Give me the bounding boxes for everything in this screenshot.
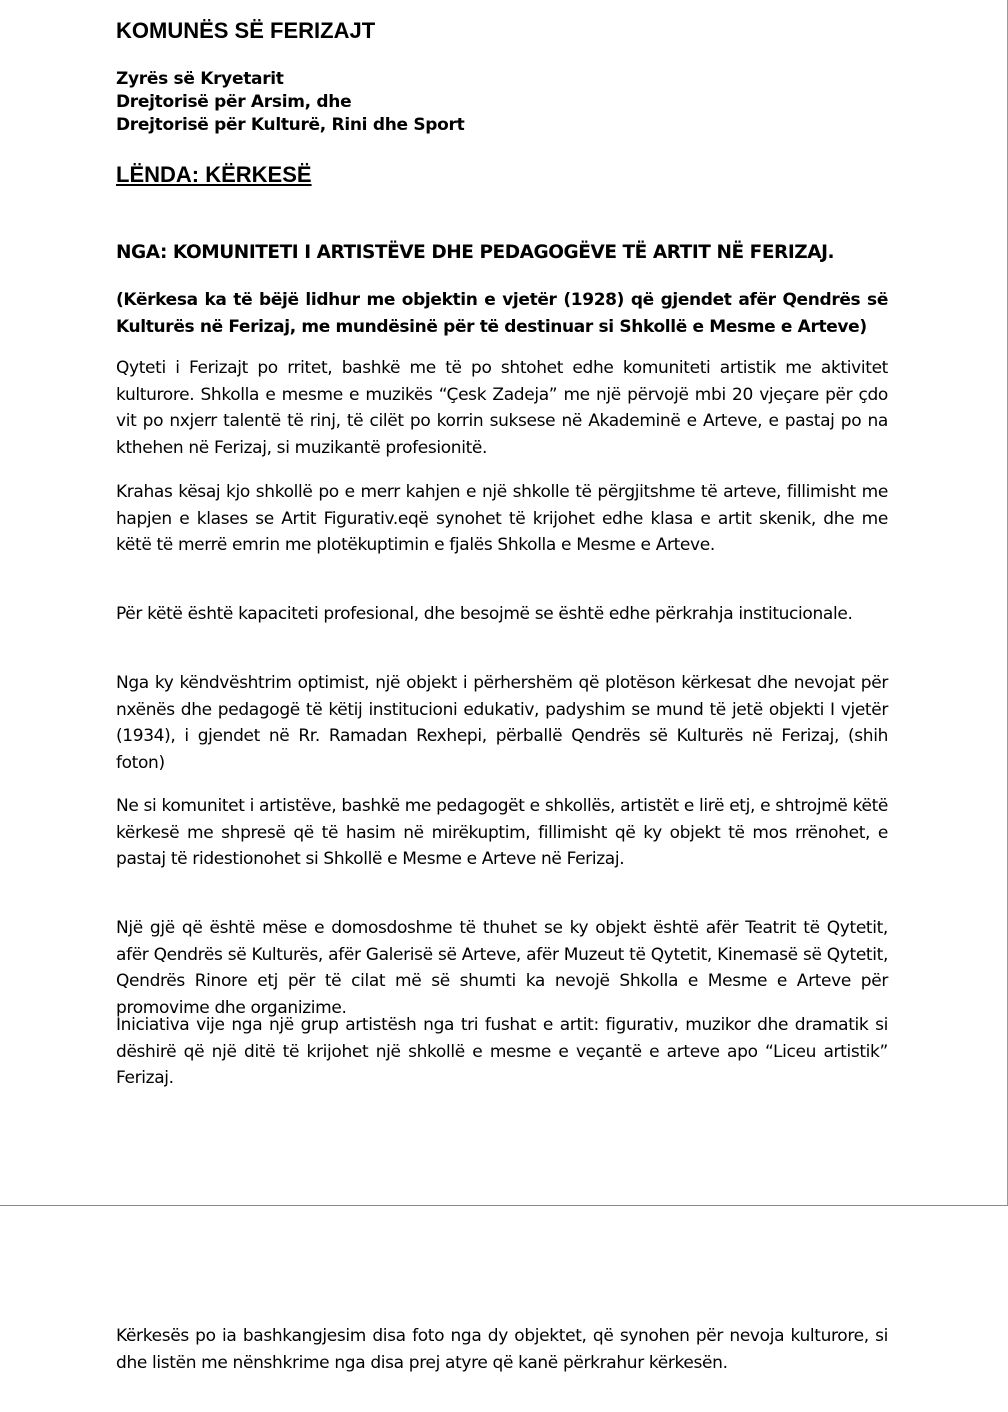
subject-heading: LËNDA: KËRKESË — [116, 162, 312, 187]
body-paragraph: Nga ky këndvështrim optimist, një objekt i përhershëm që plotëson kërkesat dhe nevojat për nxënës dhe pedagogë të këtij institucioni edukativ, padyshim se mund të jetë objekti I vjetër (1934), i gjendet në Rr. Ramadan Rexhepi, përballë Qendrës së Kulturës në Ferizaj, (shih foton) — [116, 673, 888, 773]
body-paragraph: Ne si komunitet i artistëve, bashkë me pedagogët e shkollës, artistët e lirë etj, e shtrojmë këtë kërkesë me shpresë që të hasim në mirëkuptim, fillimisht që ky objekt të mos rrënohet, e pastaj të ridestionohet si Shkollë e Mesme e Arteve në Ferizaj. — [116, 796, 888, 869]
recipients-block — [116, 68, 888, 137]
page-break — [0, 1205, 1008, 1206]
recipient-line: Zyrës së Kryetarit — [116, 69, 284, 89]
sender-heading: NGA: KOMUNITETI I ARTISTËVE DHE PEDAGOGËVE TË ARTIT NË FERIZAJ. — [116, 242, 835, 263]
body-paragraph: Për këtë është kapaciteti profesional, dhe besojmë se është edhe përkrahja institucionale. — [116, 604, 853, 624]
recipient-line: Drejtorisë për Arsim, dhe — [116, 92, 352, 112]
body-paragraph: Krahas kësaj kjo shkollë po e merr kahjen e një shkolle të përgjitshme të arteve, fillimisht me hapjen e klases se Artit Figurativ.eqë synohet të krijohet edhe klasa e artit skenik, dhe me këtë të merrë emrin me plotëkuptimin e fjalës Shkolla e Mesme e Arteve. — [116, 482, 888, 555]
body-paragraph: Një gjë që është mëse e domosdoshme të thuhet se ky objekt është afër Teatrit të Qytetit, afër Qendrës së Kulturës, afër Galerisë së Arteve, afër Muzeut të Qytetit, Kinemasë së Qytetit, Qendrës Rinore etj për të cilat më së shumti ka nevojë Shkolla e Mesme e Arteve për promovime dhe organizime. — [116, 918, 888, 1018]
request-note: (Kërkesa ka të bëjë lidhur me objektin e vjetër (1928) që gjendet afër Qendrës së Kulturës në Ferizaj, me mundësinë për të destinuar si Shkollë e Mesme e Arteve) — [116, 290, 888, 337]
body-paragraph: Iniciativa vije nga një grup artistësh nga tri fushat e artit: figurativ, muzikor dhe dramatik si dëshirë që një ditë të krijohet një shkollë e mesme e veçantë e arteve apo “Liceu artistik” Ferizaj. — [116, 1015, 888, 1088]
recipient-line: Drejtorisë për Kulturë, Rini dhe Sport — [116, 115, 465, 135]
attachment-paragraph: Kërkesës po ia bashkangjesim disa foto nga dy objektet, që synohen për nevoja kulturore, si dhe listën me nënshkrime nga disa prej atyre që kanë përkrahur kërkesën. — [116, 1326, 888, 1373]
body-paragraph: Qyteti i Ferizajt po rritet, bashkë me të po shtohet edhe komuniteti artistik me aktivitet kulturore. Shkolla e mesme e muzikës “Çesk Zadeja” me një përvojë mbi 20 vjeçare për çdo vit po nxjerr talentë të rinj, të cilët po korrin suksese në Akademinë e Arteve, e pastaj po na kthehen në Ferizaj, si muzikantë profesionitë. — [116, 358, 888, 458]
document-title: KOMUNËS SË FERIZAJT — [116, 18, 376, 43]
